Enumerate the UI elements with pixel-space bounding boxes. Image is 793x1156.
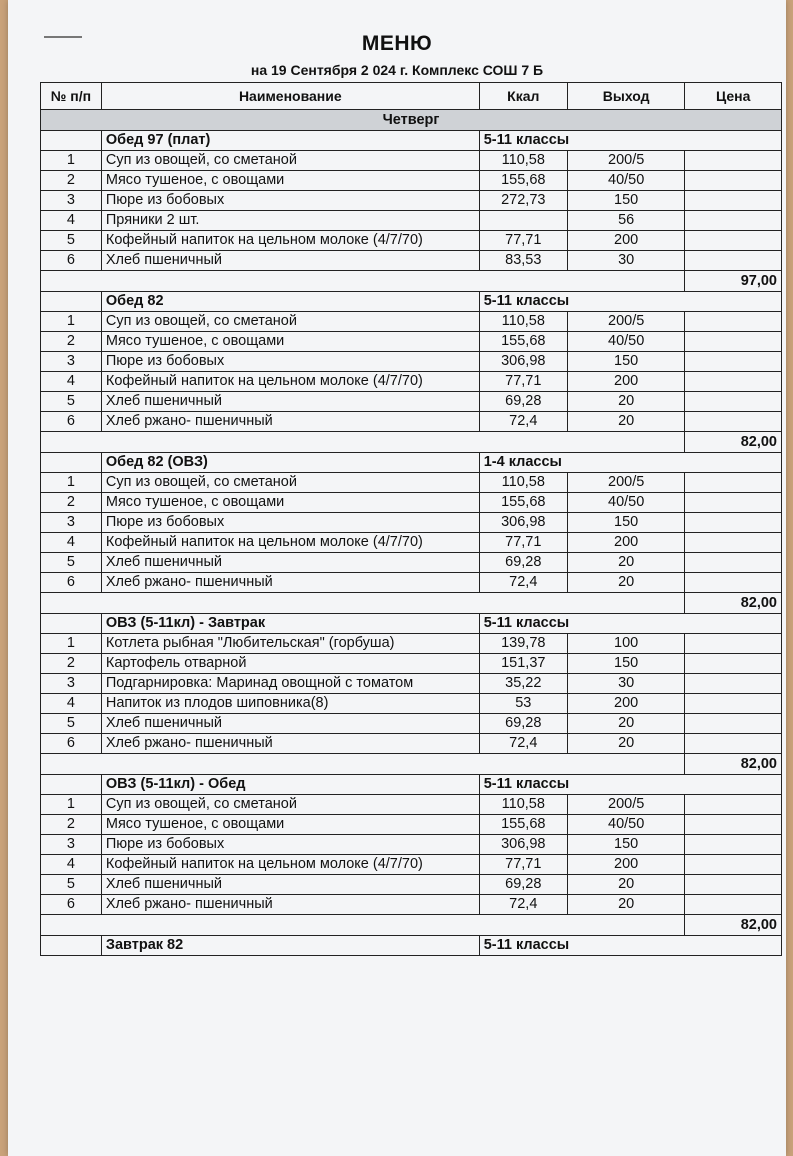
item-kcal: 35,22	[479, 674, 567, 694]
table-row	[41, 875, 782, 895]
table-row	[41, 412, 782, 432]
item-yield: 40/50	[567, 171, 685, 191]
item-yield: 150	[567, 352, 685, 372]
item-name: Суп из овощей, со сметаной	[101, 473, 479, 493]
item-kcal: 155,68	[479, 332, 567, 352]
item-number: 5	[41, 231, 102, 251]
item-kcal: 155,68	[479, 815, 567, 835]
item-kcal: 83,53	[479, 251, 567, 271]
item-number: 1	[41, 795, 102, 815]
item-yield: 56	[567, 211, 685, 231]
item-number: 1	[41, 312, 102, 332]
item-yield: 150	[567, 835, 685, 855]
item-kcal: 151,37	[479, 654, 567, 674]
item-kcal: 69,28	[479, 392, 567, 412]
section-total-row	[41, 915, 782, 936]
item-kcal: 306,98	[479, 513, 567, 533]
item-name: Кофейный напиток на цельном молоке (4/7/70)	[101, 855, 479, 875]
section-number-cell	[41, 131, 102, 151]
item-name: Пюре из бобовых	[101, 513, 479, 533]
item-yield: 200	[567, 694, 685, 714]
section-price: 82,00	[685, 915, 782, 936]
item-yield: 40/50	[567, 332, 685, 352]
item-number: 6	[41, 895, 102, 915]
item-kcal: 77,71	[479, 372, 567, 392]
item-number: 2	[41, 493, 102, 513]
section-number-cell	[41, 453, 102, 473]
item-number: 6	[41, 412, 102, 432]
table-row	[41, 513, 782, 533]
item-name: Картофель отварной	[101, 654, 479, 674]
item-price	[685, 634, 782, 654]
item-price	[685, 795, 782, 815]
section-grade: 1-4 классы	[479, 453, 781, 473]
item-name: Кофейный напиток на цельном молоке (4/7/70)	[101, 372, 479, 392]
menu-table	[40, 82, 782, 956]
item-yield: 150	[567, 513, 685, 533]
day-label: Четверг	[41, 110, 782, 131]
item-price	[685, 674, 782, 694]
item-kcal: 72,4	[479, 734, 567, 754]
item-yield: 20	[567, 553, 685, 573]
section-header-row	[41, 936, 782, 956]
item-name: Хлеб пшеничный	[101, 714, 479, 734]
item-number: 4	[41, 533, 102, 553]
item-price	[685, 211, 782, 231]
page-title: МЕНЮ	[361, 32, 433, 55]
item-name: Хлеб пшеничный	[101, 392, 479, 412]
section-grade: 5-11 классы	[479, 936, 781, 956]
table-row	[41, 473, 782, 493]
table-row	[41, 392, 782, 412]
item-price	[685, 855, 782, 875]
item-number: 3	[41, 352, 102, 372]
item-kcal: 69,28	[479, 553, 567, 573]
item-price	[685, 412, 782, 432]
item-yield: 200	[567, 855, 685, 875]
item-yield: 20	[567, 573, 685, 593]
section-price: 97,00	[685, 271, 782, 292]
table-row	[41, 855, 782, 875]
item-kcal: 77,71	[479, 231, 567, 251]
section-total-row	[41, 271, 782, 292]
table-row	[41, 312, 782, 332]
section-total-row	[41, 754, 782, 775]
section-total-row	[41, 432, 782, 453]
section-price: 82,00	[685, 593, 782, 614]
section-name: Завтрак 82	[101, 936, 479, 956]
item-number: 2	[41, 171, 102, 191]
item-yield: 20	[567, 392, 685, 412]
item-yield: 20	[567, 714, 685, 734]
total-spacer	[41, 915, 685, 936]
item-name: Пюре из бобовых	[101, 191, 479, 211]
section-header-row	[41, 614, 782, 634]
section-name: ОВЗ (5-11кл) - Завтрак	[101, 614, 479, 634]
item-price	[685, 231, 782, 251]
item-price	[685, 714, 782, 734]
item-name: Хлеб ржано- пшеничный	[101, 412, 479, 432]
total-spacer	[41, 754, 685, 775]
item-number: 1	[41, 473, 102, 493]
item-name: Подгарнировка: Маринад овощной с томатом	[101, 674, 479, 694]
item-name: Напиток из плодов шиповника(8)	[101, 694, 479, 714]
page-subtitle: на 19 Сентября 2 024 г. Комплекс СОШ 7 Б	[250, 62, 544, 78]
item-yield: 150	[567, 654, 685, 674]
section-name: ОВЗ (5-11кл) - Обед	[101, 775, 479, 795]
column-header-name: Наименование	[101, 83, 479, 110]
item-kcal: 77,71	[479, 533, 567, 553]
item-number: 2	[41, 332, 102, 352]
item-name: Суп из овощей, со сметаной	[101, 312, 479, 332]
item-kcal: 69,28	[479, 875, 567, 895]
item-number: 2	[41, 815, 102, 835]
section-name: Обед 82 (ОВЗ)	[101, 453, 479, 473]
item-yield: 150	[567, 191, 685, 211]
item-kcal: 69,28	[479, 714, 567, 734]
item-number: 3	[41, 191, 102, 211]
item-name: Хлеб пшеничный	[101, 251, 479, 271]
item-price	[685, 171, 782, 191]
section-price: 82,00	[685, 432, 782, 453]
table-row	[41, 151, 782, 171]
section-header-row	[41, 292, 782, 312]
item-yield: 40/50	[567, 493, 685, 513]
item-yield: 30	[567, 251, 685, 271]
table-row	[41, 533, 782, 553]
table-row	[41, 795, 782, 815]
item-yield: 40/50	[567, 815, 685, 835]
item-name: Хлеб пшеничный	[101, 553, 479, 573]
item-yield: 30	[567, 674, 685, 694]
item-kcal: 72,4	[479, 895, 567, 915]
section-total-row	[41, 593, 782, 614]
column-header-kcal: Ккал	[479, 83, 567, 110]
item-number: 3	[41, 674, 102, 694]
item-kcal: 53	[479, 694, 567, 714]
item-name: Мясо тушеное, с овощами	[101, 815, 479, 835]
item-yield: 100	[567, 634, 685, 654]
item-name: Котлета рыбная "Любительская" (горбуша)	[101, 634, 479, 654]
item-kcal: 110,58	[479, 151, 567, 171]
item-name: Пюре из бобовых	[101, 835, 479, 855]
day-row	[41, 110, 782, 131]
total-spacer	[41, 432, 685, 453]
item-number: 5	[41, 875, 102, 895]
section-name: Обед 97 (плат)	[101, 131, 479, 151]
section-grade: 5-11 классы	[479, 775, 781, 795]
item-price	[685, 835, 782, 855]
item-yield: 200/5	[567, 151, 685, 171]
item-price	[685, 654, 782, 674]
item-kcal: 306,98	[479, 835, 567, 855]
table-row	[41, 714, 782, 734]
item-kcal: 272,73	[479, 191, 567, 211]
item-price	[685, 573, 782, 593]
section-grade: 5-11 классы	[479, 131, 781, 151]
item-number: 4	[41, 694, 102, 714]
item-name: Мясо тушеное, с овощами	[101, 332, 479, 352]
item-price	[685, 392, 782, 412]
item-kcal: 110,58	[479, 795, 567, 815]
item-price	[685, 251, 782, 271]
item-price	[685, 895, 782, 915]
table-row	[41, 372, 782, 392]
item-number: 1	[41, 151, 102, 171]
table-row	[41, 231, 782, 251]
column-header-number: № п/п	[41, 83, 102, 110]
item-name: Кофейный напиток на цельном молоке (4/7/70)	[101, 533, 479, 553]
column-header-price: Цена	[685, 83, 782, 110]
section-price: 82,00	[685, 754, 782, 775]
item-price	[685, 151, 782, 171]
item-yield: 20	[567, 875, 685, 895]
item-yield: 200	[567, 231, 685, 251]
item-price	[685, 191, 782, 211]
section-header-row	[41, 775, 782, 795]
item-kcal: 139,78	[479, 634, 567, 654]
item-yield: 200	[567, 372, 685, 392]
section-grade: 5-11 классы	[479, 292, 781, 312]
table-row	[41, 553, 782, 573]
table-header-row	[41, 83, 782, 110]
item-name: Суп из овощей, со сметаной	[101, 795, 479, 815]
table-row	[41, 251, 782, 271]
item-name: Кофейный напиток на цельном молоке (4/7/70)	[101, 231, 479, 251]
table-row	[41, 674, 782, 694]
item-name: Пряники 2 шт.	[101, 211, 479, 231]
item-kcal: 77,71	[479, 855, 567, 875]
item-price	[685, 312, 782, 332]
item-price	[685, 473, 782, 493]
menu-body	[41, 131, 782, 956]
item-price	[685, 553, 782, 573]
item-price	[685, 533, 782, 553]
item-name: Хлеб ржано- пшеничный	[101, 895, 479, 915]
table-row	[41, 654, 782, 674]
item-yield: 200/5	[567, 312, 685, 332]
item-number: 5	[41, 392, 102, 412]
item-price	[685, 815, 782, 835]
table-row	[41, 573, 782, 593]
item-price	[685, 493, 782, 513]
section-grade: 5-11 классы	[479, 614, 781, 634]
item-price	[685, 694, 782, 714]
item-number: 5	[41, 714, 102, 734]
item-number: 6	[41, 734, 102, 754]
item-kcal: 306,98	[479, 352, 567, 372]
item-name: Мясо тушеное, с овощами	[101, 493, 479, 513]
item-number: 1	[41, 634, 102, 654]
item-price	[685, 352, 782, 372]
item-name: Хлеб пшеничный	[101, 875, 479, 895]
item-number: 6	[41, 573, 102, 593]
table-row	[41, 895, 782, 915]
item-name: Суп из овощей, со сметаной	[101, 151, 479, 171]
table-row	[41, 835, 782, 855]
item-kcal: 110,58	[479, 473, 567, 493]
section-name: Обед 82	[101, 292, 479, 312]
item-kcal: 155,68	[479, 493, 567, 513]
section-header-row	[41, 131, 782, 151]
item-price	[685, 875, 782, 895]
item-name: Мясо тушеное, с овощами	[101, 171, 479, 191]
item-number: 3	[41, 835, 102, 855]
item-number: 2	[41, 654, 102, 674]
item-name: Хлеб ржано- пшеничный	[101, 734, 479, 754]
item-number: 4	[41, 855, 102, 875]
item-kcal	[479, 211, 567, 231]
item-price	[685, 332, 782, 352]
section-number-cell	[41, 936, 102, 956]
column-header-yield: Выход	[567, 83, 685, 110]
table-row	[41, 332, 782, 352]
table-row	[41, 493, 782, 513]
item-number: 4	[41, 372, 102, 392]
section-header-row	[41, 453, 782, 473]
item-price	[685, 513, 782, 533]
table-row	[41, 694, 782, 714]
table-row	[41, 191, 782, 211]
item-number: 6	[41, 251, 102, 271]
item-yield: 20	[567, 412, 685, 432]
table-row	[41, 734, 782, 754]
item-kcal: 72,4	[479, 573, 567, 593]
item-name: Хлеб ржано- пшеничный	[101, 573, 479, 593]
section-number-cell	[41, 775, 102, 795]
section-number-cell	[41, 292, 102, 312]
item-kcal: 155,68	[479, 171, 567, 191]
total-spacer	[41, 593, 685, 614]
item-number: 3	[41, 513, 102, 533]
item-yield: 20	[567, 895, 685, 915]
item-yield: 20	[567, 734, 685, 754]
total-spacer	[41, 271, 685, 292]
table-row	[41, 634, 782, 654]
item-yield: 200/5	[567, 795, 685, 815]
item-kcal: 110,58	[479, 312, 567, 332]
table-row	[41, 815, 782, 835]
item-yield: 200/5	[567, 473, 685, 493]
table-row	[41, 352, 782, 372]
item-number: 5	[41, 553, 102, 573]
table-row	[41, 211, 782, 231]
item-yield: 200	[567, 533, 685, 553]
item-price	[685, 372, 782, 392]
item-number: 4	[41, 211, 102, 231]
table-row	[41, 171, 782, 191]
item-price	[685, 734, 782, 754]
section-number-cell	[41, 614, 102, 634]
item-name: Пюре из бобовых	[101, 352, 479, 372]
item-kcal: 72,4	[479, 412, 567, 432]
